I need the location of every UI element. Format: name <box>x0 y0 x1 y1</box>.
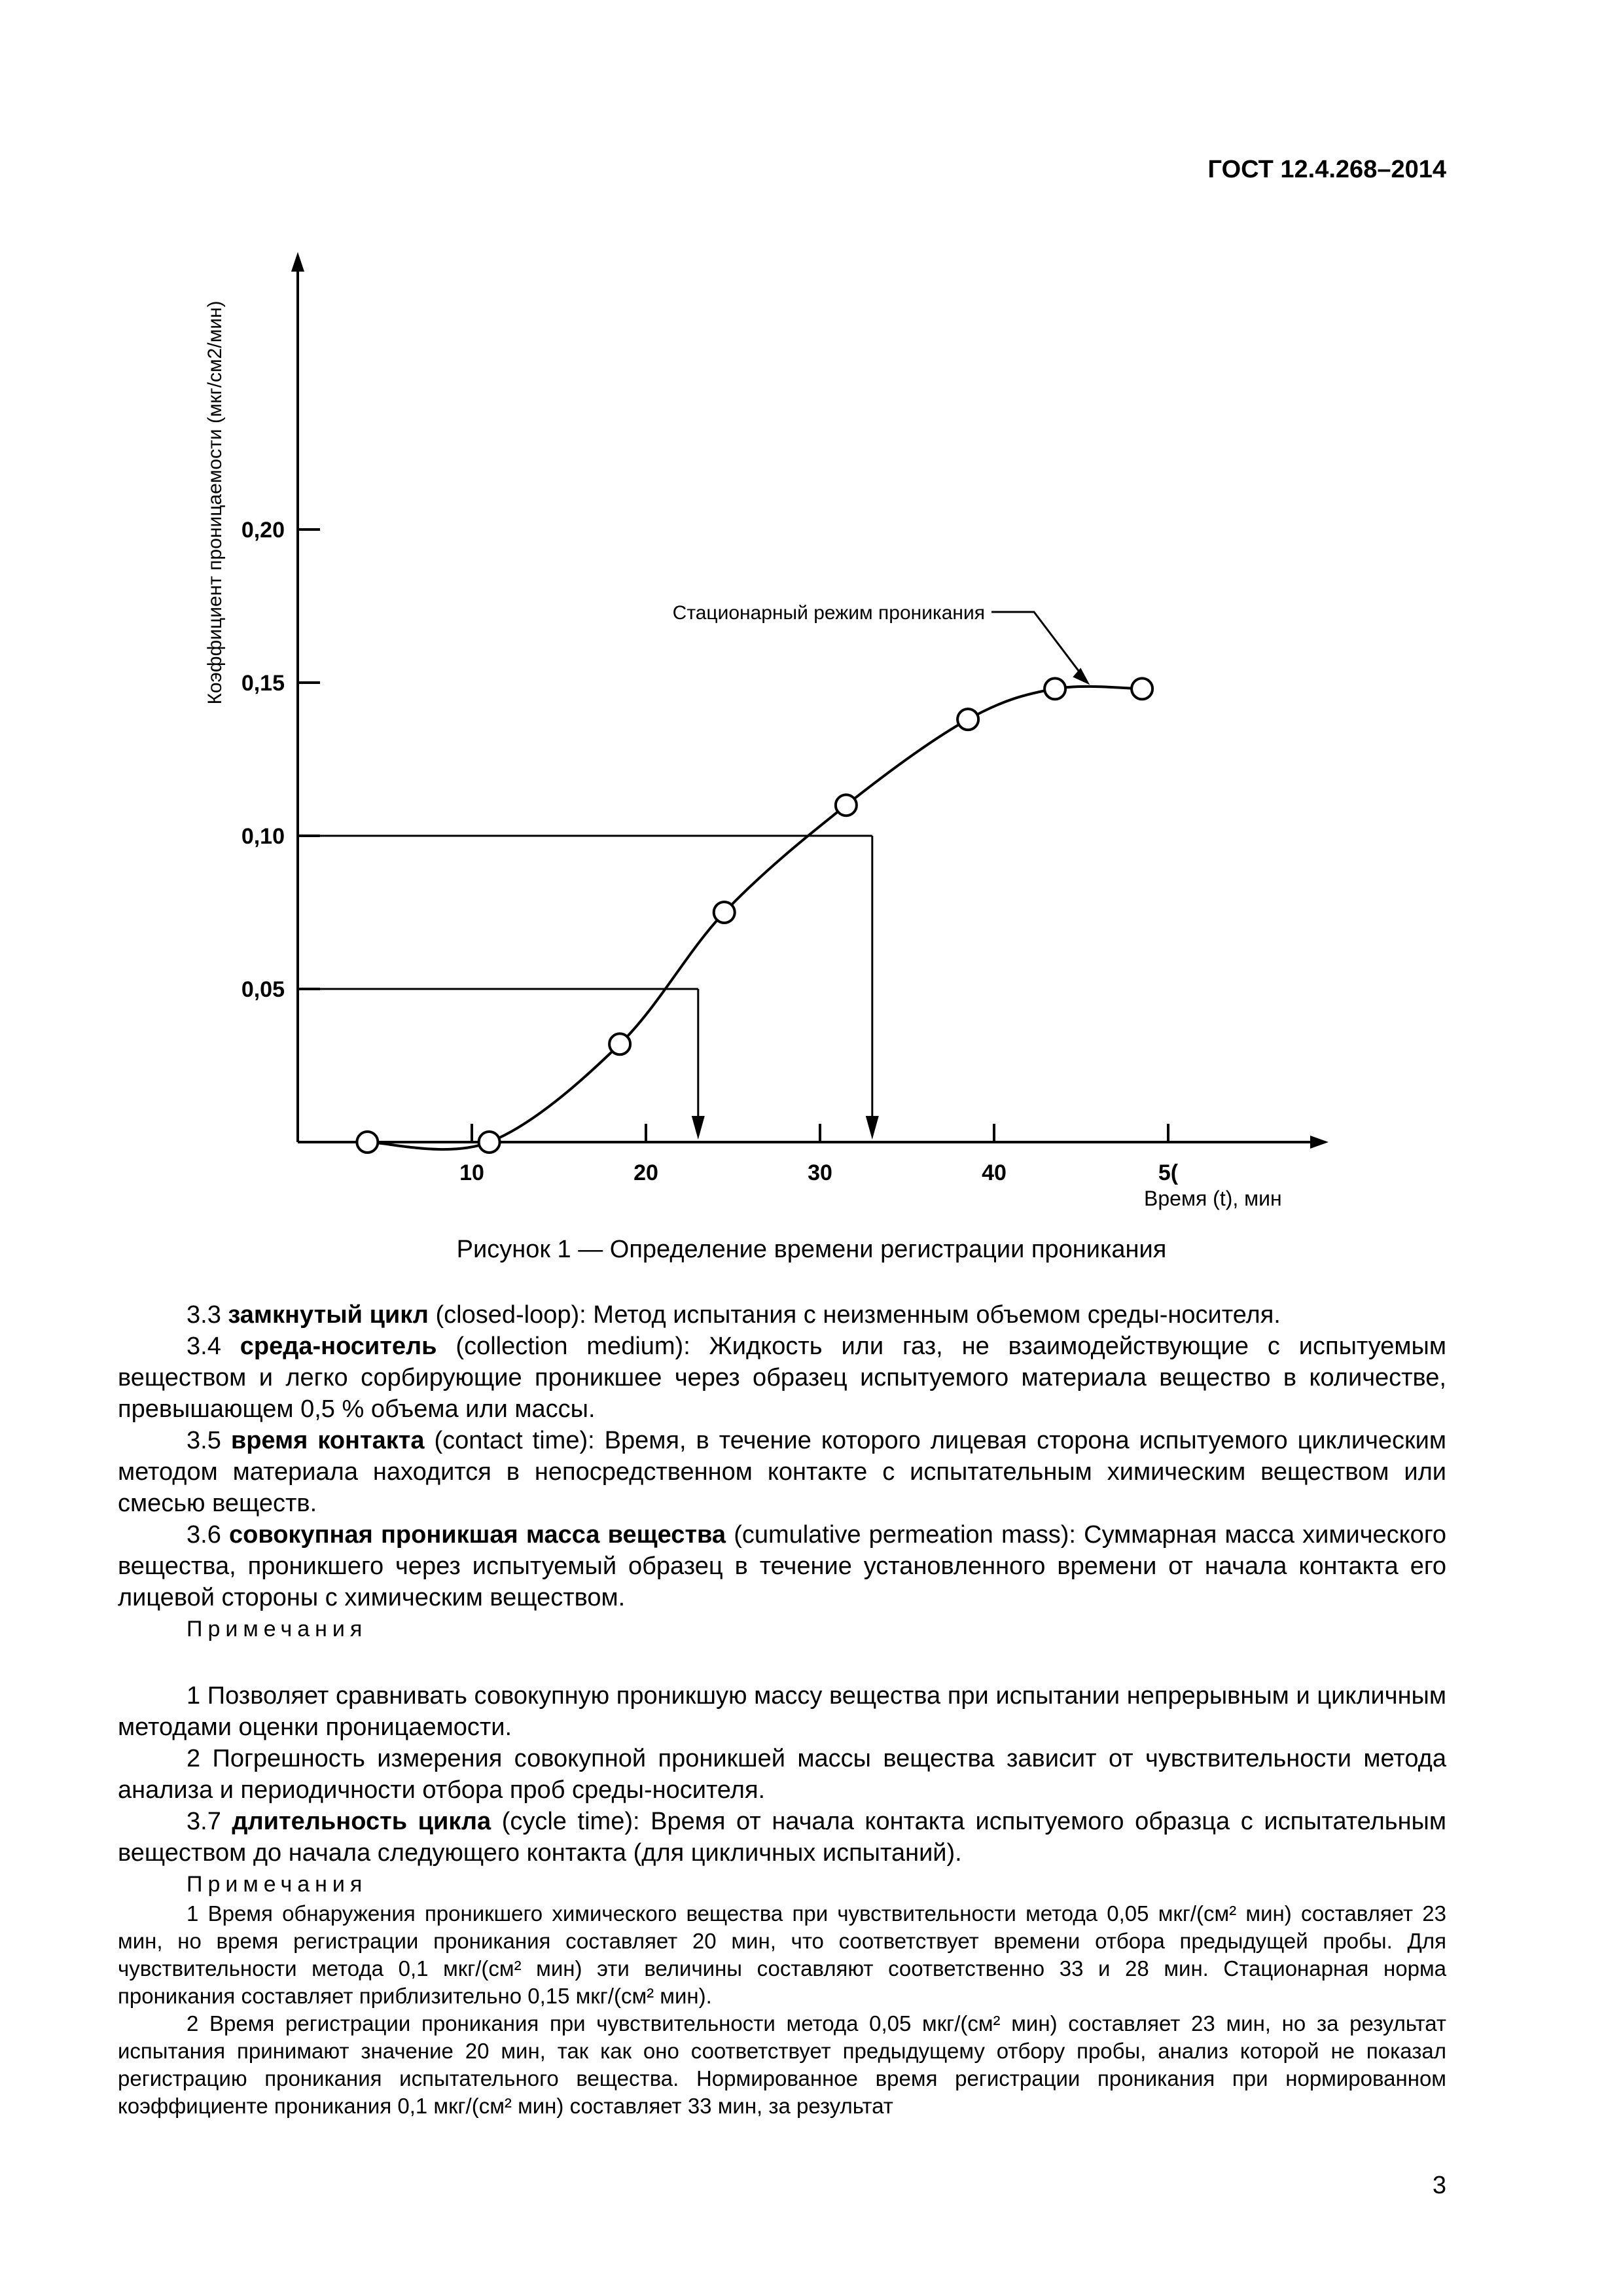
definition-text: (cycle time): Время от начала контакта испытуемого образца с испытательным веществом до начала следующего контакта (для цикличных испытаний). <box>118 1808 1446 1867</box>
y-axis-label: Коэффициент проницаемости (мкг/см2/мин) <box>204 300 226 705</box>
term: длительность цикла <box>232 1808 491 1835</box>
y-axis-arrow <box>291 252 304 272</box>
x-tick-label: 20 <box>633 1160 658 1185</box>
clause-number: 3.7 <box>187 1808 232 1835</box>
definition-text: (collection medium): Жидкость или газ, не взаимодействующие с испытуемым веществом и легко сорбирующие проникшее через образец испытуемого материала вещество в количестве, превышающем 0,5 % объема или массы. <box>118 1333 1446 1423</box>
definition-3-4 <box>118 1331 1446 1425</box>
term: время контакта <box>230 1427 425 1454</box>
x-tick-label: 30 <box>808 1160 832 1185</box>
definition-text: (closed-loop): Метод испытания с неизменным объемом среды-носителя. <box>428 1301 1281 1329</box>
y-tick-label: 0,15 <box>241 671 285 696</box>
term: замкнутый цикл <box>228 1301 429 1329</box>
x-tick-label: 5( <box>1158 1160 1179 1185</box>
data-point <box>957 709 978 730</box>
definition-text: (contact time): Время, в течение которого лицевая сторона испытуемого циклическим методом материала находится в непосредственном контакте с испытательным химическим веществом или смесью веществ. <box>118 1427 1447 1517</box>
x-tick-label: 40 <box>982 1160 1007 1185</box>
y-tick-label: 0,05 <box>241 977 285 1002</box>
data-point <box>357 1132 378 1153</box>
notes-heading: Примечания <box>187 1617 368 1641</box>
definition-3-6 <box>118 1519 1446 1613</box>
reference-arrow <box>866 1116 879 1139</box>
data-point <box>1044 678 1065 699</box>
definition-3-3 <box>118 1299 1446 1331</box>
term: совокупная проникшая масса вещества <box>229 1521 726 1549</box>
document-body <box>118 1299 1446 2120</box>
clause-number: 3.6 <box>187 1521 230 1549</box>
x-axis-arrow <box>1310 1136 1329 1149</box>
y-tick-label: 0,20 <box>241 518 285 543</box>
figure-caption: Рисунок 1 — Определение времени регистрации проникания <box>456 1236 1167 1263</box>
definition-text: (cumulative permeation mass): Суммарная масса химического вещества, проникшего через испытуемый образец в течение установленного времени от начала контакта его лицевой стороны с химическим веществом. <box>118 1521 1446 1611</box>
series-line <box>367 687 1142 1149</box>
data-point <box>836 795 857 816</box>
term: среда-носитель <box>240 1333 437 1360</box>
clause-number: 3.5 <box>187 1427 231 1454</box>
note-2: 2 Время регистрации проникания при чувствительности метода 0,05 мкг/(см² мин) составляет 23 мин, но за результат испытания принимают значение 20 мин, так как оно соответствует предыдущему отбору пробы, анализ которой не показал регистрацию проникания испытательного вещества. Нормированное время регистрации проникания при нормированном коэффициенте проникания 0,1 мкг/(см² мин) составляет 33 мин, за результат <box>118 2011 1446 2118</box>
x-axis-label: Время (t), мин <box>1144 1187 1282 1210</box>
definition-3-5 <box>118 1425 1446 1519</box>
reference-arrow <box>692 1116 705 1139</box>
x-tick-label: 10 <box>459 1160 484 1185</box>
note-2: 2 Погрешность измерения совокупной проникшей массы вещества зависит от чувствительности метода анализа и периодичности отбора проб среды-носителя. <box>118 1745 1446 1804</box>
annotation-arrow <box>1073 668 1090 685</box>
data-point <box>609 1033 630 1054</box>
clause-number: 3.3 <box>187 1301 228 1329</box>
page-number: 3 <box>1432 2172 1446 2199</box>
y-tick-label: 0,10 <box>241 824 285 849</box>
note-1: 1 Время обнаружения проникшего химического вещества при чувствительности метода 0,05 мкг/(см² мин) составляет 23 мин, но время регистрации проникания составляет 20 мин, что соответствует времени отбора предыдущей пробы. Для чувствительности метода 0,1 мкг/(см² мин) эти величины составляют соответственно 33 и 28 мин. Стационарная норма проникания составляет приблизительно 0,15 мкг/(см² мин). <box>118 1901 1446 2008</box>
definition-3-7 <box>118 1806 1446 1869</box>
document-header: ГОСТ 12.4.268–2014 <box>1207 156 1446 183</box>
notes-heading: Примечания <box>187 1872 368 1897</box>
clause-number: 3.4 <box>187 1333 240 1360</box>
data-point <box>714 902 735 923</box>
note-1: 1 Позволяет сравнивать совокупную проникшую массу вещества при испытании непрерывным и цикличным методами оценки проницаемости. <box>118 1682 1446 1741</box>
data-point <box>1132 678 1152 699</box>
annotation-leader <box>991 612 1087 682</box>
data-point <box>479 1132 500 1153</box>
annotation-label: Стационарный режим проникания <box>672 602 985 624</box>
